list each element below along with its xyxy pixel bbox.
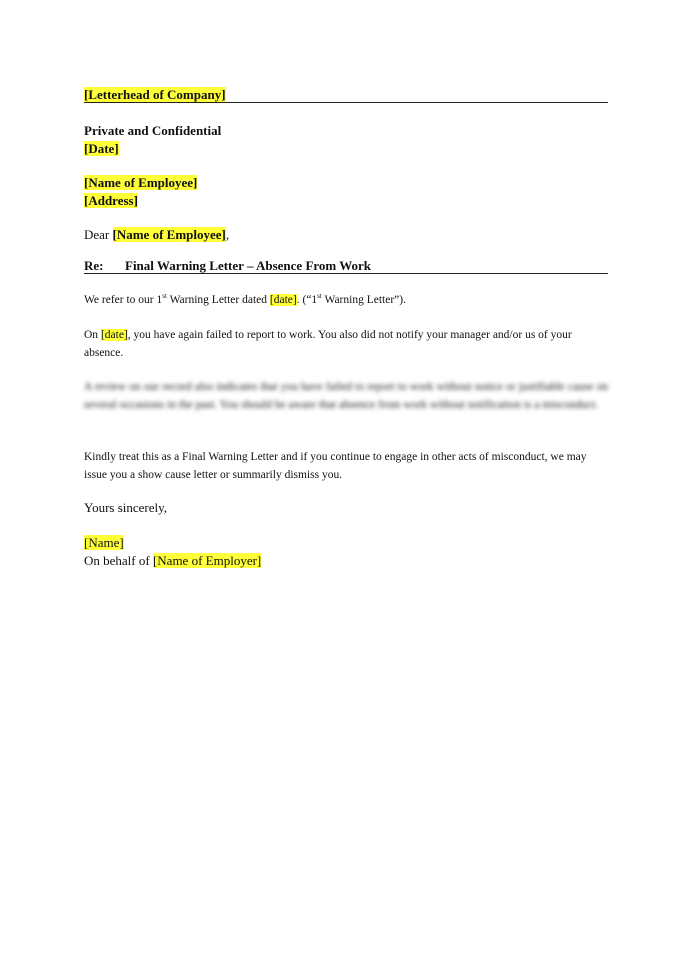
- employer-name: [Name of Employer]: [152, 553, 262, 568]
- para1-text-d: Warning Letter”).: [321, 294, 406, 306]
- paragraph-1: [84, 291, 608, 309]
- address-line: [84, 192, 138, 210]
- para2-rest: , you have again failed to report to work. You also did not notify your manager and/or us of your absence.: [84, 329, 572, 359]
- paragraph-3-blurred: A review on our record also indicates that you have failed to report to work without notice or justifiable cause on several occasions in the past. You should be aware that absence from work without notification is a misconduct.: [84, 381, 608, 411]
- para1-text-b: Warning Letter dated: [166, 294, 270, 306]
- para1-text-a: We refer to our 1: [84, 294, 163, 306]
- employee-name-line: [84, 174, 197, 192]
- on-behalf-line: [84, 552, 261, 570]
- on-behalf-prefix: On behalf of: [84, 553, 153, 568]
- address-placeholder: [Address]: [84, 193, 138, 208]
- date-line: [84, 140, 119, 158]
- subject-divider: [84, 273, 608, 274]
- salutation-name: [Name of Employee]: [112, 227, 226, 242]
- para2-prefix: On: [84, 329, 101, 341]
- paragraph-2: [84, 326, 608, 362]
- para2-date: [date]: [100, 329, 128, 341]
- letterhead-placeholder: [Letterhead of Company]: [84, 87, 226, 102]
- subject-title: Final Warning Letter – Absence From Work: [125, 258, 372, 273]
- para1-text-c: . (“1: [296, 294, 318, 306]
- subject-re: Re:: [84, 258, 104, 273]
- closing: Yours sincerely,: [84, 500, 168, 515]
- date-placeholder: [Date]: [84, 141, 119, 156]
- private-confidential: Private and Confidential: [84, 123, 222, 138]
- para1-date: [date]: [269, 294, 297, 306]
- para1-sup2: st: [317, 292, 322, 301]
- salutation-prefix: Dear: [84, 227, 113, 242]
- signer-name: [Name]: [84, 535, 124, 550]
- para1-sup: st: [162, 292, 167, 301]
- salutation-suffix: ,: [225, 227, 230, 242]
- signer-name-line: [84, 534, 124, 552]
- letterhead-divider: [84, 102, 608, 103]
- employee-name-placeholder: [Name of Employee]: [84, 175, 198, 190]
- salutation: [84, 226, 229, 244]
- paragraph-4: Kindly treat this as a Final Warning Letter and if you continue to engage in other acts of misconduct, we may issue you a show cause letter or summarily dismiss you.: [84, 451, 587, 481]
